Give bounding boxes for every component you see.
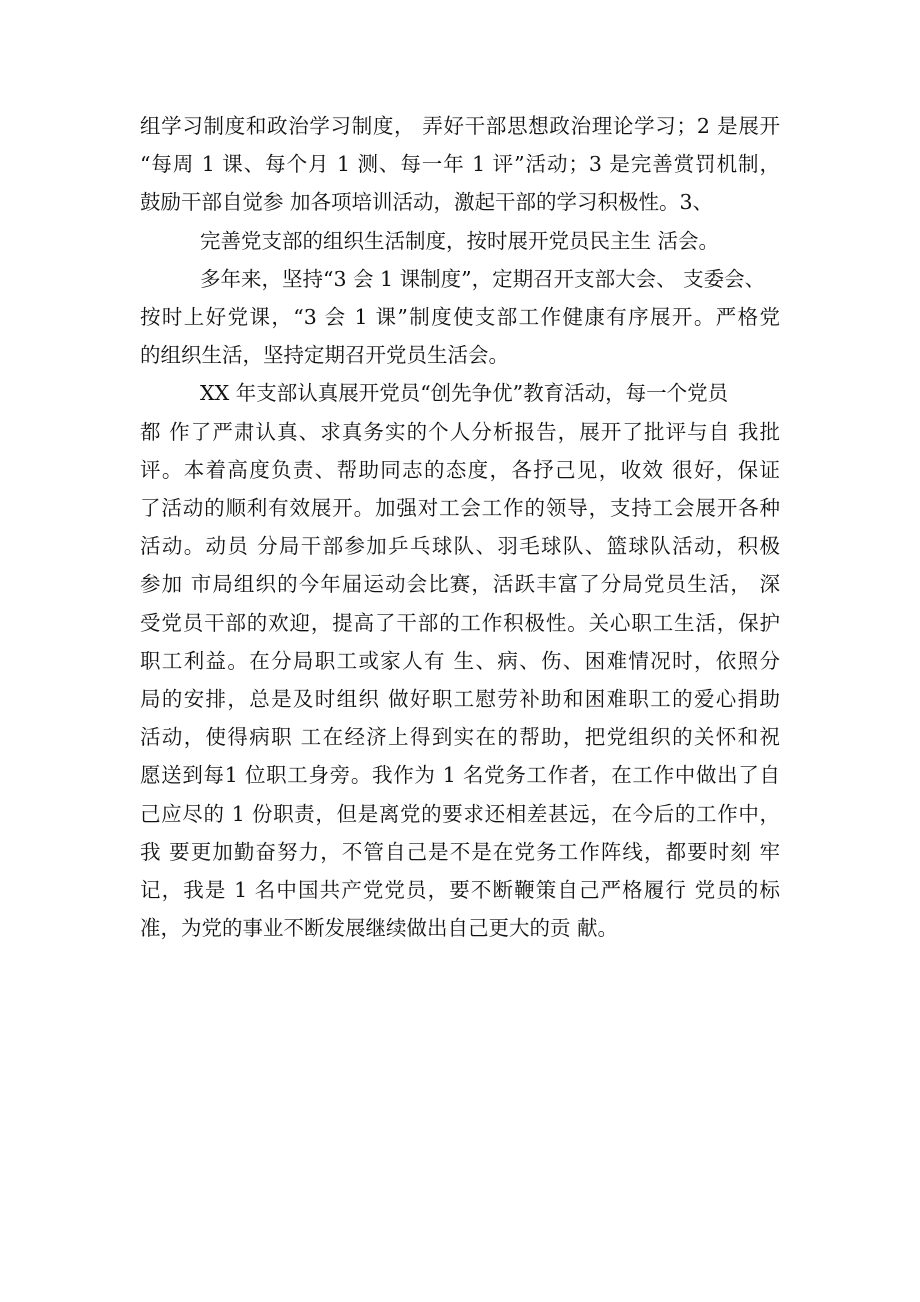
paragraph-line: 了活动的顺利有效展开。加强对工会工作的领导，支持工会展开各种 [140,496,780,521]
paragraph-line: 的组织生活，坚持定期召开党员生活会。 [140,343,509,368]
paragraph-line: 组学习制度和政治学习制度， 弄好干部思想政治理论学习；2 是展开 [140,114,780,138]
paragraph-line: 参加 市局组织的今年届运动会比赛，活跃丰富了分局党员生活， 深 [140,572,780,597]
paragraph-line: 都 作了严肃认真、求真务实的个人分析报告，展开了批评与自 我批 [140,419,780,444]
paragraph-line: “每周 1 课、每个月 1 测、每一年 1 评”活动；3 是完善赏罚机制， [140,152,780,177]
paragraph-line: 愿送到每1 位职工身旁。我作为 1 名党务工作者，在工作中做出了自 [140,763,780,788]
document-body [140,107,780,947]
paragraph-line: 多年来，坚持“3 会 1 课制度”，定期召开支部大会、 支委会、 [200,266,766,291]
paragraph-line: 鼓励干部自觉参 加各项培训活动，激起干部的学习积极性。3、 [140,190,714,215]
paragraph-line: 己应尽的 1 份职责，但是离党的要求还相差甚远，在今后的工作中， [140,801,780,826]
paragraph-1 [140,107,780,222]
paragraph-line: 完善党支部的组织生活制度，按时展开党员民主生 活会。 [200,228,720,253]
paragraph-line: 活动，使得病职 工在经济上得到实在的帮助，把党组织的关怀和祝 [140,725,780,750]
paragraph-line: 按时上好党课，“3 会 1 课”制度使支部工作健康有序展开。严格党 [140,305,780,330]
paragraph-line: 受党员干部的欢迎，提高了干部的工作积极性。关心职工生活，保护 [140,610,780,635]
paragraph-4 [140,374,780,947]
paragraph-3 [140,260,780,375]
paragraph-2 [140,222,780,260]
paragraph-line: XX 年支部认真展开党员“创先争优”教育活动，每一个党员 [200,381,729,406]
paragraph-line: 记，我是 1 名中国共产党党员，要不断鞭策自己严格履行 党员的标 [140,878,780,903]
paragraph-line: 我 要更加勤奋努力，不管自己是不是在党务工作阵线，都要时刻 牢 [140,839,780,864]
paragraph-line: 评。本着高度负责、帮助同志的态度，各抒己见，收效 很好，保证 [140,457,780,482]
paragraph-line: 职工利益。在分局职工或家人有 生、病、伤、困难情况时，依照分 [140,648,780,673]
paragraph-line: 活动。动员 分局干部参加乒乓球队、羽毛球队、篮球队活动，积极 [140,534,780,559]
paragraph-line: 准，为党的事业不断发展继续做出自己更大的贡 献。 [140,916,619,941]
paragraph-line: 局的安排，总是及时组织 做好职工慰劳补助和困难职工的爱心捐助 [140,687,780,712]
